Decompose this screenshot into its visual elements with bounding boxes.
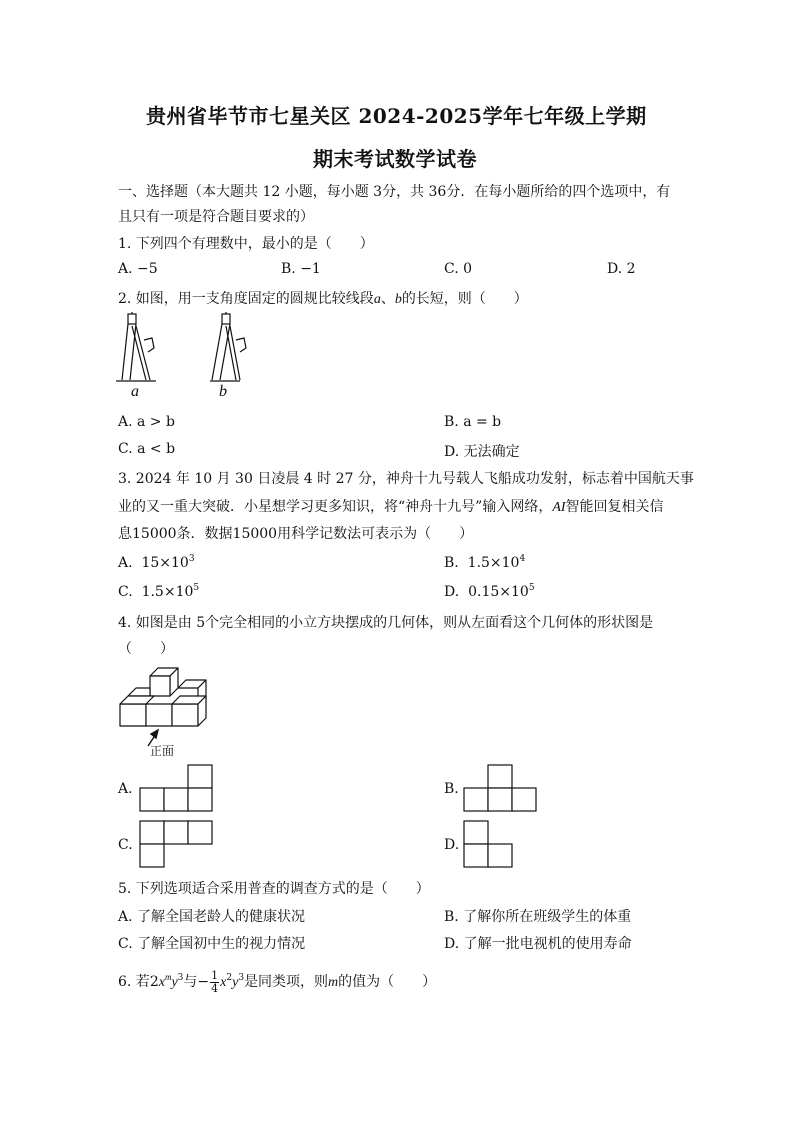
- q6-term1-m: m: [164, 972, 172, 982]
- q1-option-a: A. −5: [118, 261, 158, 277]
- q2-option-b: B. a = b: [444, 414, 502, 430]
- q3-opt-a-label: A.: [118, 555, 133, 571]
- q6-tail: 的值为（ ）: [338, 974, 437, 990]
- q2-stem: [118, 288, 528, 308]
- q3-opt-c-label: C.: [118, 584, 133, 600]
- q5-option-a: A. 了解全国老龄人的健康状况: [118, 909, 306, 925]
- q5-option-d: D. 了解一批电视机的使用寿命: [444, 936, 632, 952]
- q2-fig-label-a: a: [131, 383, 139, 400]
- q2-option-a: A. a > b: [118, 414, 175, 430]
- q1-option-c: C. 0: [444, 261, 473, 277]
- q1-option-d: D. 2: [607, 261, 636, 277]
- q6-term2-y: y: [232, 975, 239, 990]
- q3-opt-a-exp: 3: [188, 554, 195, 564]
- q4-option-d-figure: [464, 820, 514, 868]
- q6-term1-yexp: 3: [177, 973, 184, 983]
- q5-stem: 5. 下列选项适合采用普查的调查方式的是（ ）: [118, 881, 430, 897]
- q3-ai: AI: [552, 500, 566, 515]
- q6-term2-xexp: 2: [226, 973, 233, 983]
- q3-option-c: [118, 584, 199, 600]
- q3-option-d: [444, 584, 535, 600]
- q4-option-a-label: A.: [118, 781, 133, 797]
- q6-pre: 6. 若: [118, 974, 150, 990]
- q2-var-a: a: [373, 292, 381, 307]
- q6-stem: [118, 964, 436, 1001]
- q3-opt-c-base: 1.5×10: [141, 584, 194, 600]
- q6-frac-num: 1: [211, 968, 219, 982]
- q2-option-d: D. 无法确定: [444, 444, 520, 460]
- q2-option-c: C. a < b: [118, 441, 176, 457]
- title-line-1: 贵州省毕节市七星关区 2024-2025学年七年级上学期: [146, 104, 647, 128]
- section-heading-line-2: 且只有一项是符合题目要求的）: [118, 209, 314, 225]
- cube-front-mid: [146, 704, 172, 726]
- q5-option-b: B. 了解你所在班级学生的体重: [444, 909, 632, 925]
- q3-line-1: 3. 2024 年 10 月 30 日凌晨 4 时 27 分，神舟十九号载人飞船成功发射，标志着中国航天事: [118, 471, 694, 487]
- title-line-2: 期末考试数学试卷: [313, 147, 477, 171]
- q2-sep: 、: [380, 291, 395, 307]
- q3-opt-d-label: D.: [444, 584, 460, 600]
- q6-term1-coef: 2: [149, 974, 159, 990]
- q4-option-c-label: C.: [118, 837, 133, 853]
- q6-post: 是同类项，则: [244, 974, 329, 990]
- q4-option-b-figure: [464, 764, 538, 812]
- q6-term2-yexp: 3: [238, 973, 245, 983]
- section-heading-line-1: 一、选择题（本大题共 12 小题，每小题 3分，共 36分．在每小题所给的四个选项中，有: [118, 184, 671, 200]
- q3-line-2-post: 智能回复相关信: [565, 499, 664, 515]
- q6-frac-den: 4: [211, 981, 219, 995]
- q4-option-c-figure: [140, 820, 214, 868]
- q3-option-b: [444, 555, 525, 571]
- q4-cubes-figure: [118, 662, 218, 742]
- q4-option-a-figure: [140, 764, 214, 812]
- q3-opt-d-exp: 5: [528, 583, 535, 593]
- cube-front-left: [120, 704, 146, 726]
- q6-term2-x: x: [220, 975, 227, 990]
- q2-stem-post: 的长短，则（ ）: [401, 291, 528, 307]
- q6-term1-x: x: [158, 975, 165, 990]
- q5-option-c: C. 了解全国初中生的视力情况: [118, 936, 306, 952]
- q6-var-m: m: [328, 975, 339, 990]
- q4-option-b-label: B.: [444, 781, 459, 797]
- q4-line-2: （ ）: [118, 641, 174, 657]
- cube-back-left: [128, 688, 150, 696]
- q3-opt-c-exp: 5: [193, 583, 200, 593]
- q3-option-a: [118, 555, 195, 571]
- q1-option-b: B. −1: [281, 261, 321, 277]
- q3-line-3: 息15000条．数据15000用科学记数法可表示为（ ）: [118, 526, 474, 542]
- q3-opt-b-label: B.: [444, 555, 459, 571]
- q3-opt-d-base: 0.15×10: [468, 584, 529, 600]
- q6-mid: 与: [183, 974, 198, 990]
- q2-var-b: b: [394, 292, 402, 307]
- q3-opt-b-base: 1.5×10: [467, 555, 520, 571]
- q3-opt-b-exp: 4: [519, 554, 526, 564]
- q4-front-label: 正面: [150, 744, 175, 758]
- q4-option-d-label: D.: [444, 837, 460, 853]
- q3-line-2-pre: 业的又一重大突破．小星想学习更多知识，将“神舟十九号”输入网络，: [118, 499, 553, 515]
- cube-front-right: [172, 704, 198, 726]
- q1-stem: 1. 下列四个有理数中，最小的是（ ）: [118, 236, 374, 252]
- q3-line-2: [118, 496, 664, 516]
- compass-b-icon: [210, 312, 246, 381]
- q6-term1-y: y: [171, 975, 178, 990]
- compass-a-icon: [116, 312, 156, 381]
- q4-line-1: 4. 如图是由 5个完全相同的小立方块摆成的几何体，则从左面看这个几何体的形状图是: [118, 615, 654, 631]
- q2-fig-label-b: b: [219, 383, 227, 400]
- q3-opt-a-base: 15×10: [141, 555, 189, 571]
- q2-compass-figure: [116, 312, 256, 384]
- q6-fraction: [210, 970, 219, 995]
- q6-minus: −: [197, 974, 210, 990]
- q2-stem-pre: 2. 如图，用一支角度固定的圆规比较线段: [118, 291, 374, 307]
